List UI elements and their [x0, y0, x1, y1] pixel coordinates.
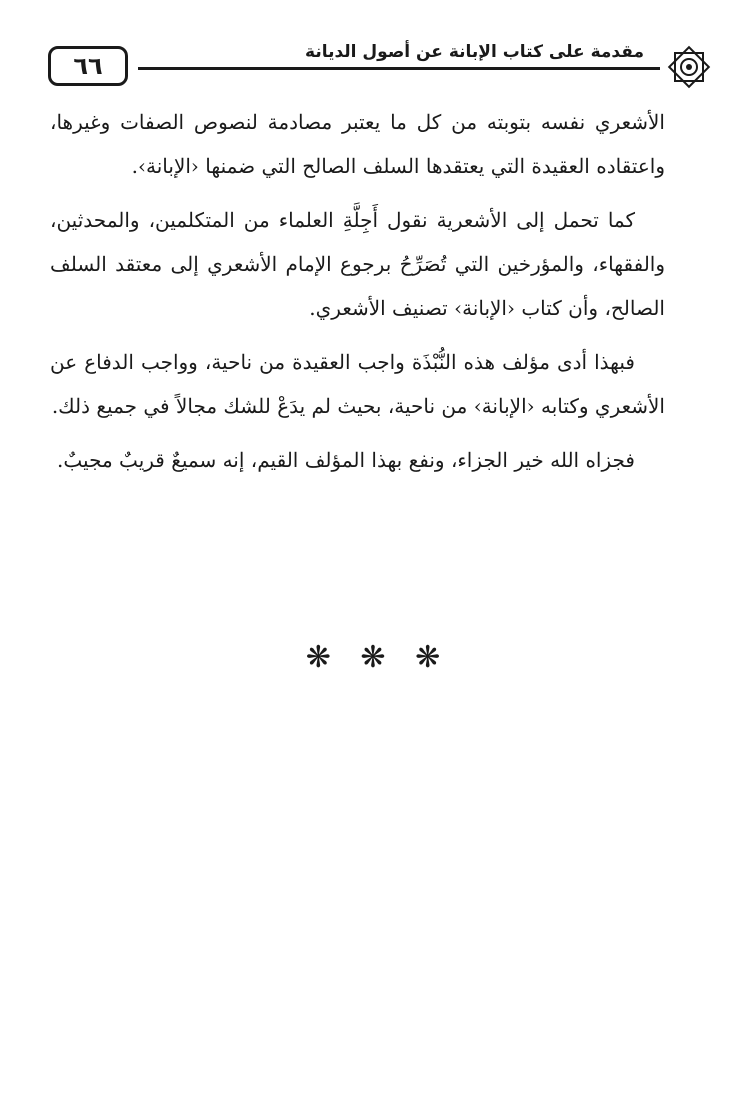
page-number-box — [48, 46, 128, 86]
page-body — [50, 100, 665, 492]
paragraph-2: كما تحمل إلى الأشعرية نقول أَجِلَّةِ العلماء من المتكلمين، والمحدثين، والفقهاء، والمؤرخين التي تُصَرِّحُ برجوع الإمام الأشعري إلى معتقد السلف الصالح، وأن كتاب ‹الإبانة› تصنيف الأشعري. — [50, 208, 665, 320]
paragraph-4: فجزاه الله خير الجزاء، ونفع بهذا المؤلف القيم، إنه سميعٌ قريبٌ مجيبٌ. — [57, 448, 635, 472]
paragraph-1: الأشعري نفسه بتوبته من كل ما يعتبر مصادمة لنصوص الصفات وغيرها، واعتقاده العقيدة التي يعتقدها السلف الصالح التي ضمنها ‹الإبانة›. — [50, 110, 665, 178]
section-separator: ❋ ❋ ❋ — [305, 640, 451, 675]
page-number: ٦٦ — [73, 52, 103, 80]
running-title: مقدمة على كتاب الإبانة عن أصول الديانة — [299, 38, 650, 66]
page-header — [48, 38, 712, 92]
star-ornament-icon — [666, 44, 712, 90]
paragraph-3: فبهذا أدى مؤلف هذه النُّبْذَة واجب العقيدة من ناحية، وواجب الدفاع عن الأشعري وكتابه ‹الإبانة› من ناحية، بحيث لم يدَعْ للشك مجالاً في جميع ذلك. — [50, 350, 665, 418]
header-rule — [138, 67, 660, 70]
